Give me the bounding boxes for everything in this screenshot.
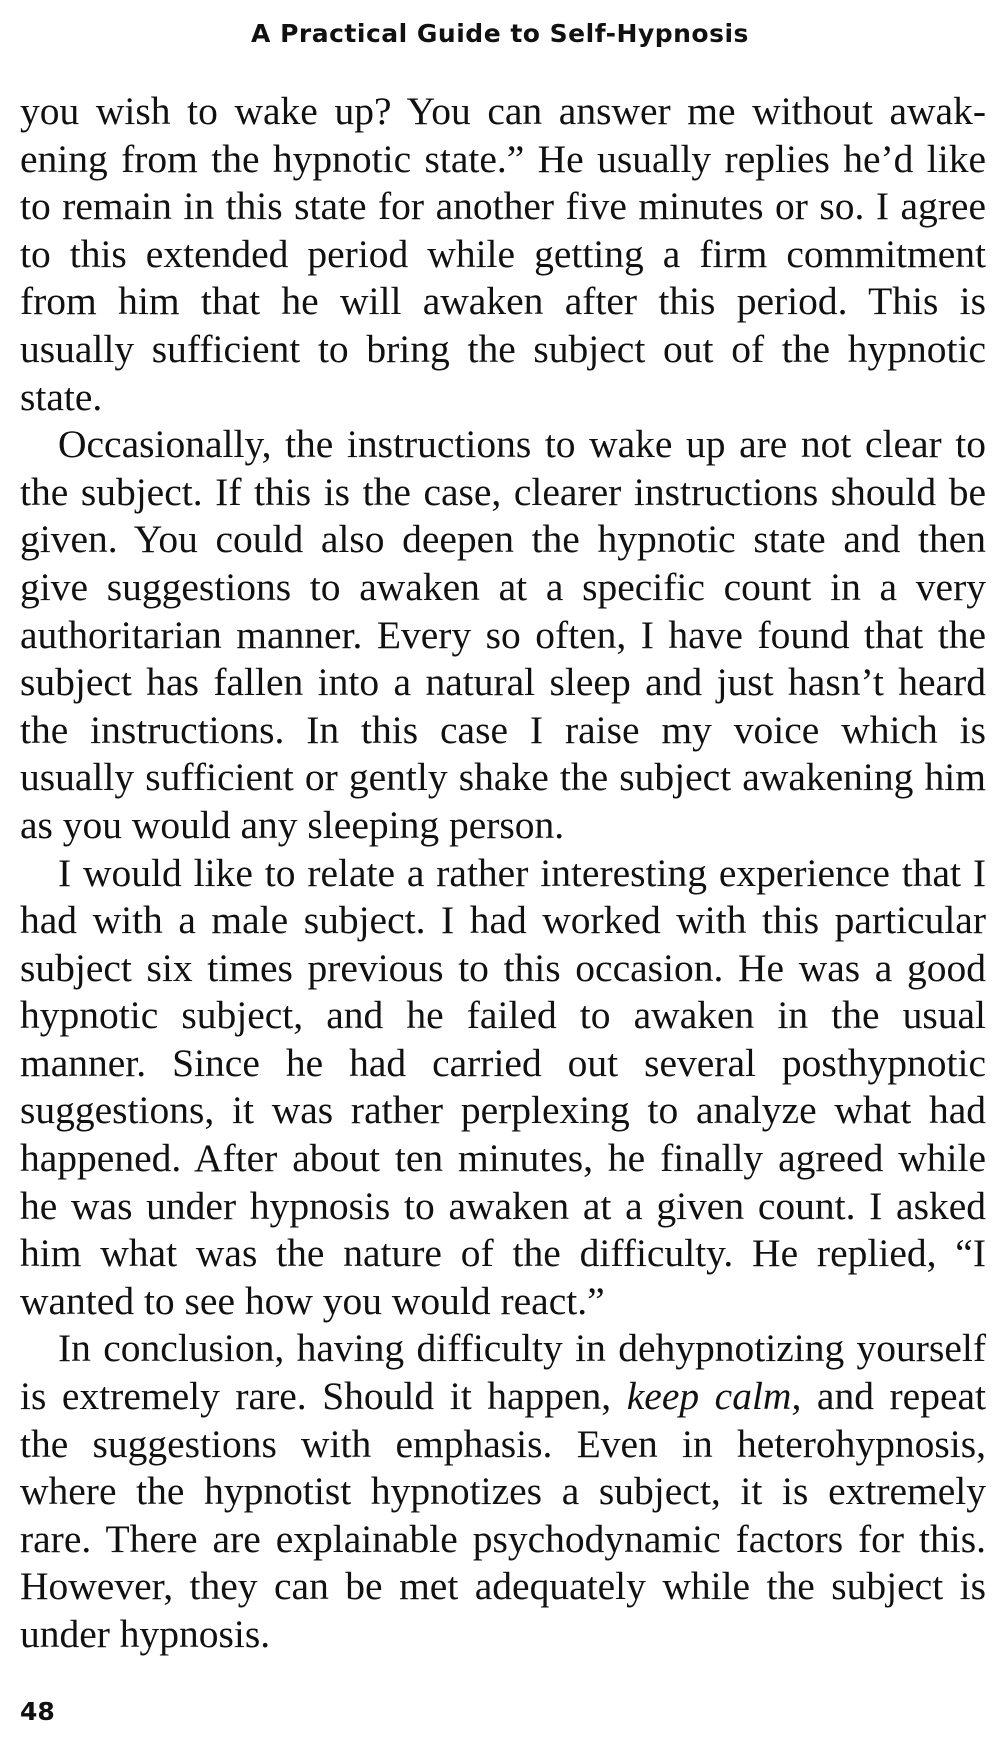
paragraph-4-emphasis: keep calm, — [626, 1374, 802, 1419]
paragraph-4-text-start: In conclusion, having difficulty in dehypnotizing yourself is extremely rare. Should it happen, — [20, 1326, 986, 1419]
paragraph-1: you wish to wake up? You can answer me without awakening from the hypnotic state.” He usually replies he’d like to remain in this state for another five minutes or so. I agree to this extended period while getting a firm commitment from him that he will awaken after this period. This is usually sufficient to bring the subject out of the hypnotic state. — [20, 89, 986, 419]
page-number: 48 — [20, 1697, 55, 1726]
body-text — [20, 88, 986, 1659]
paragraph-2: Occasionally, the instructions to wake up are not clear to the subject. If this is the case, clearer instructions should be given. You could also deepen the hypnotic state and then give suggestions to awaken at a specific count in a very authoritarian manner. Every so often, I have found that the subject has fallen into a natural sleep and just hasn’t heard the instructions. In this case I raise my voice which is usually sufficient or gently shake the subject awakening him as you would any sleeping person. — [20, 422, 986, 847]
paragraph-4 — [20, 1325, 986, 1658]
paragraph-4-text-end: and repeat the suggestions with emphasis. Even in heterohypnosis, where the hypnotist hypnotizes a subject, it is extremely rare. There are explainable psychodynamic factors for this. However, they can be met adequately while the subject is under hypnosis. — [20, 1374, 986, 1656]
paragraph-3: I would like to relate a rather interesting experience that I had with a male subject. I had worked with this particular subject six times previous to this occasion. He was a good hypnotic subject, and he failed to awaken in the usual manner. Since he had carried out several posthypnotic suggestions, it was rather perplexing to analyze what had happened. After about ten minutes, he finally agreed while he was under hypnosis to awaken at a given count. I asked him what was the nature of the difficulty. He replied, “I wanted to see how you would react.” — [20, 850, 986, 1323]
running-head-title: A Practical Guide to Self-Hypnosis — [251, 19, 749, 48]
